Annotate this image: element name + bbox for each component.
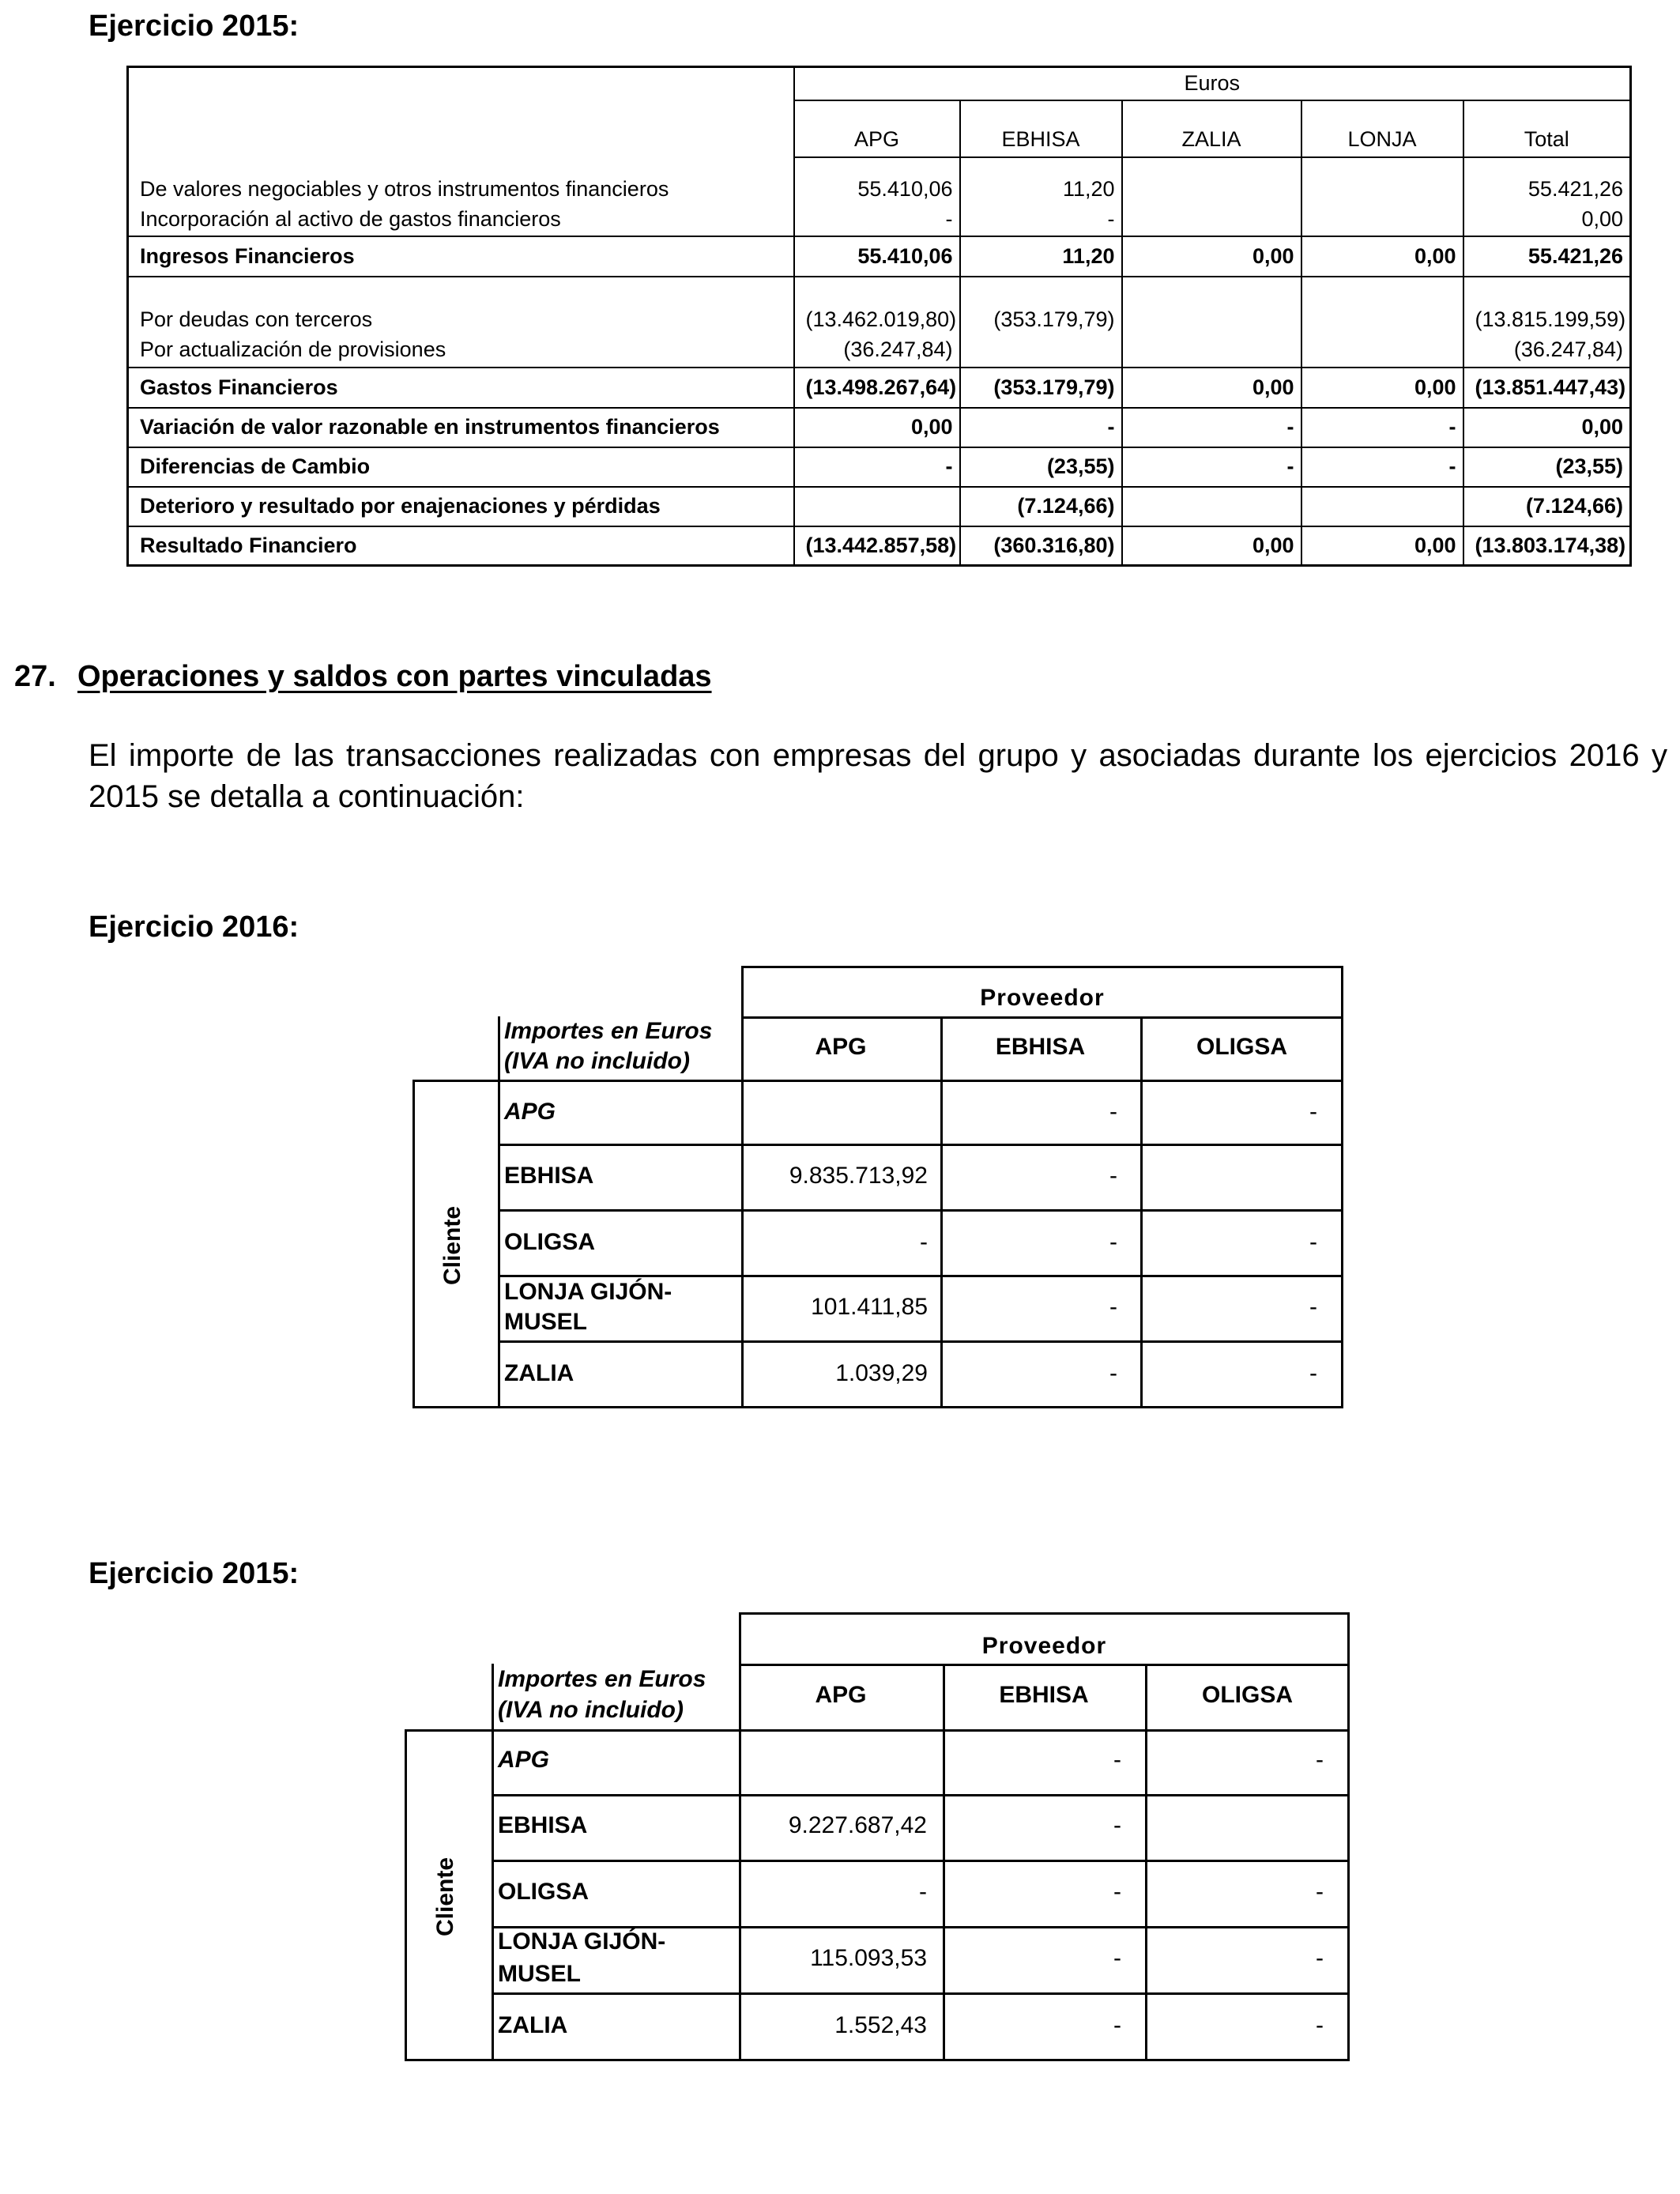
cell-value: (13.498.267,64) — [794, 368, 960, 408]
divider — [498, 1144, 1343, 1146]
cell-value — [1301, 487, 1463, 526]
table-row-diferencias — [128, 447, 1631, 487]
cell-value: 0,00 — [1301, 526, 1463, 566]
cell-value — [1301, 334, 1463, 368]
iva-label: (IVA no incluido) — [498, 1697, 684, 1723]
col-header-lonja: LONJA — [1301, 100, 1463, 157]
cell-value: 101.411,85 — [811, 1294, 928, 1320]
cell-value: 9.227.687,42 — [788, 1812, 927, 1838]
cell-value: - — [1316, 1945, 1324, 1971]
divider — [492, 1860, 1350, 1862]
divider — [498, 1209, 1343, 1212]
cell-value: - — [1113, 1812, 1121, 1838]
cell-value: 0,00 — [1122, 368, 1301, 408]
cell-value: 0,00 — [794, 408, 960, 447]
cell-value: (36.247,84) — [794, 334, 960, 368]
cell-value: - — [1316, 1879, 1324, 1905]
row-label: Gastos Financieros — [128, 368, 794, 408]
cell-value: - — [1113, 1747, 1121, 1773]
cell-value — [794, 487, 960, 526]
cell-value: 0,00 — [1301, 368, 1463, 408]
cell-value: 11,20 — [960, 236, 1122, 277]
proveedor-box — [741, 966, 1343, 1082]
cell-value: 55.421,26 — [1463, 236, 1631, 277]
row-label: De valores negociables y otros instrumentos financieros — [128, 157, 794, 203]
cliente-label: Cliente — [432, 1857, 458, 1937]
col-header-oligsa: OLIGSA — [1196, 1034, 1287, 1060]
cell-value: - — [794, 447, 960, 487]
row-label: Deterioro y resultado por enajenaciones y pérdidas — [128, 487, 794, 526]
cell-value: - — [1113, 2012, 1121, 2038]
cell-value: (13.851.447,43) — [1463, 368, 1631, 408]
table-row — [128, 277, 1631, 334]
cell-value: - — [1109, 1360, 1117, 1386]
cell-value: - — [1109, 1229, 1117, 1255]
col-header-total: Total — [1463, 100, 1631, 157]
heading-ejercicio-2016: Ejercicio 2016: — [89, 910, 299, 944]
cell-value: 115.093,53 — [810, 1945, 927, 1971]
cell-value: - — [920, 1229, 928, 1255]
row-label-lonja-line2: MUSEL — [504, 1309, 587, 1335]
table-row — [128, 334, 1631, 368]
table-row-variacion — [128, 408, 1631, 447]
cell-value: 0,00 — [1301, 236, 1463, 277]
cell-value: - — [960, 408, 1122, 447]
row-label-ebhisa: EBHISA — [504, 1163, 594, 1189]
cell-value: - — [1316, 1747, 1324, 1773]
cell-value: (353.179,79) — [960, 368, 1122, 408]
cell-value: - — [1122, 408, 1301, 447]
cell-value — [1122, 277, 1301, 334]
col-header-apg: APG — [794, 100, 960, 157]
cell-value: - — [1301, 408, 1463, 447]
col-header-oligsa: OLIGSA — [1201, 1682, 1293, 1708]
cell-value: - — [1113, 1945, 1121, 1971]
row-label-ebhisa: EBHISA — [498, 1812, 588, 1838]
row-label-apg: APG — [498, 1747, 550, 1773]
divider — [492, 1794, 1350, 1796]
section-number: 27. — [14, 660, 56, 693]
cell-value: (13.803.174,38) — [1475, 533, 1626, 557]
col-header-apg: APG — [815, 1682, 867, 1708]
table-row-resultado — [128, 526, 1631, 566]
col-header-apg: APG — [815, 1034, 867, 1060]
cell-value: - — [1109, 1099, 1117, 1125]
table-row-ingresos — [128, 236, 1631, 277]
cell-value: (36.247,84) — [1463, 334, 1631, 368]
row-label-lonja-line1: LONJA GIJÓN- — [504, 1279, 672, 1305]
col-header-ebhisa: EBHISA — [960, 100, 1122, 157]
section-title: Operaciones y saldos con partes vinculadas — [77, 660, 712, 693]
row-label-zalia: ZALIA — [498, 2012, 568, 2038]
divider — [492, 1992, 1350, 1995]
cell-value: (360.316,80) — [960, 526, 1122, 566]
cell-value: 9.835.713,92 — [789, 1163, 928, 1189]
cell-value: 55.410,06 — [794, 236, 960, 277]
row-label: Por deudas con terceros — [128, 277, 794, 334]
heading-ejercicio-2015-fin: Ejercicio 2015: — [89, 9, 299, 43]
table-row-gastos — [128, 368, 1631, 408]
heading-ejercicio-2015-rel: Ejercicio 2015: — [89, 1557, 299, 1590]
cell-value — [1301, 277, 1463, 334]
row-label: Diferencias de Cambio — [128, 447, 794, 487]
cell-value — [960, 334, 1122, 368]
cell-value: (23,55) — [1463, 447, 1631, 487]
cell-value — [1122, 157, 1301, 203]
row-label-apg: APG — [504, 1099, 556, 1125]
table-row — [128, 203, 1631, 236]
row-label: Incorporación al activo de gastos financieros — [128, 203, 794, 236]
cell-value: (7.124,66) — [1463, 487, 1631, 526]
cell-value: (353.179,79) — [960, 277, 1122, 334]
cell-value: - — [1309, 1229, 1317, 1255]
cell-value: 0,00 — [1463, 203, 1631, 236]
divider — [492, 1729, 494, 2061]
row-label-zalia: ZALIA — [504, 1360, 574, 1386]
divider — [739, 1664, 1350, 1666]
cell-value: - — [1309, 1360, 1317, 1386]
proveedor-box — [739, 1612, 1350, 1732]
cell-value: - — [1109, 1294, 1117, 1320]
cell-value: - — [1316, 2012, 1324, 2038]
divider — [498, 1080, 500, 1408]
cell-value: - — [1309, 1099, 1317, 1125]
cell-value: 0,00 — [1122, 236, 1301, 277]
table-row-deterioro — [128, 487, 1631, 526]
divider — [492, 1664, 494, 1732]
cell-value: 0,00 — [1122, 526, 1301, 566]
header-row-euros — [128, 67, 1631, 100]
row-label-lonja-line2: MUSEL — [498, 1961, 581, 1987]
cliente-label: Cliente — [439, 1205, 465, 1286]
cell-value: 55.421,26 — [1527, 176, 1624, 201]
row-label: Resultado Financiero — [128, 526, 794, 566]
cell-value: (13.815.199,59) — [1475, 307, 1626, 331]
divider — [741, 1016, 1343, 1019]
row-label-oligsa: OLIGSA — [498, 1879, 590, 1905]
cell-value — [1301, 203, 1463, 236]
divider — [498, 1340, 1343, 1343]
cell-value: - — [1301, 447, 1463, 487]
table-row — [128, 157, 1631, 203]
cell-value: 0,00 — [1463, 408, 1631, 447]
proveedor-label: Proveedor — [981, 1633, 1107, 1659]
cell-value: 55.410,06 — [794, 157, 960, 203]
row-label: Por actualización de provisiones — [128, 334, 794, 368]
cell-value — [1301, 157, 1463, 203]
cell-value: 11,20 — [960, 157, 1122, 203]
col-header-zalia: ZALIA — [1122, 100, 1301, 157]
cell-value: 1.039,29 — [835, 1360, 928, 1386]
row-label: Variación de valor razonable en instrumentos financieros — [128, 408, 794, 447]
row-label: Ingresos Financieros — [128, 236, 794, 277]
cell-value — [1122, 487, 1301, 526]
proveedor-label: Proveedor — [980, 985, 1105, 1011]
importes-label: Importes en Euros — [504, 1018, 713, 1044]
financial-results-table — [126, 66, 1632, 567]
cell-value: - — [1113, 1879, 1121, 1905]
cell-value: - — [794, 203, 960, 236]
cell-value — [1122, 334, 1301, 368]
cell-value: - — [1309, 1294, 1317, 1320]
euros-header: Euros — [794, 67, 1631, 100]
cell-value: (23,55) — [960, 447, 1122, 487]
divider — [498, 1275, 1343, 1277]
cell-value: (13.462.019,80) — [794, 277, 960, 334]
row-label-lonja-line1: LONJA GIJÓN- — [498, 1928, 666, 1955]
header-blank-cell — [128, 67, 794, 157]
cell-value: - — [960, 203, 1122, 236]
col-header-ebhisa: EBHISA — [995, 1034, 1086, 1060]
cell-value — [1122, 203, 1301, 236]
cell-value: - — [1109, 1163, 1117, 1189]
cell-value: (13.442.857,58) — [794, 526, 960, 566]
cell-value: 1.552,43 — [834, 2012, 927, 2038]
divider — [498, 1016, 500, 1082]
importes-label: Importes en Euros — [498, 1666, 706, 1692]
cell-value: (7.124,66) — [960, 487, 1122, 526]
section-paragraph: El importe de las transacciones realizadas con empresas del grupo y asociadas durante los ejercicios 2016 y 2015 se detalla a continuación: — [89, 738, 1667, 814]
col-header-ebhisa: EBHISA — [999, 1682, 1089, 1708]
iva-label: (IVA no incluido) — [504, 1048, 690, 1074]
cell-value: - — [919, 1879, 927, 1905]
cell-value: - — [1122, 447, 1301, 487]
row-label-oligsa: OLIGSA — [504, 1229, 596, 1255]
